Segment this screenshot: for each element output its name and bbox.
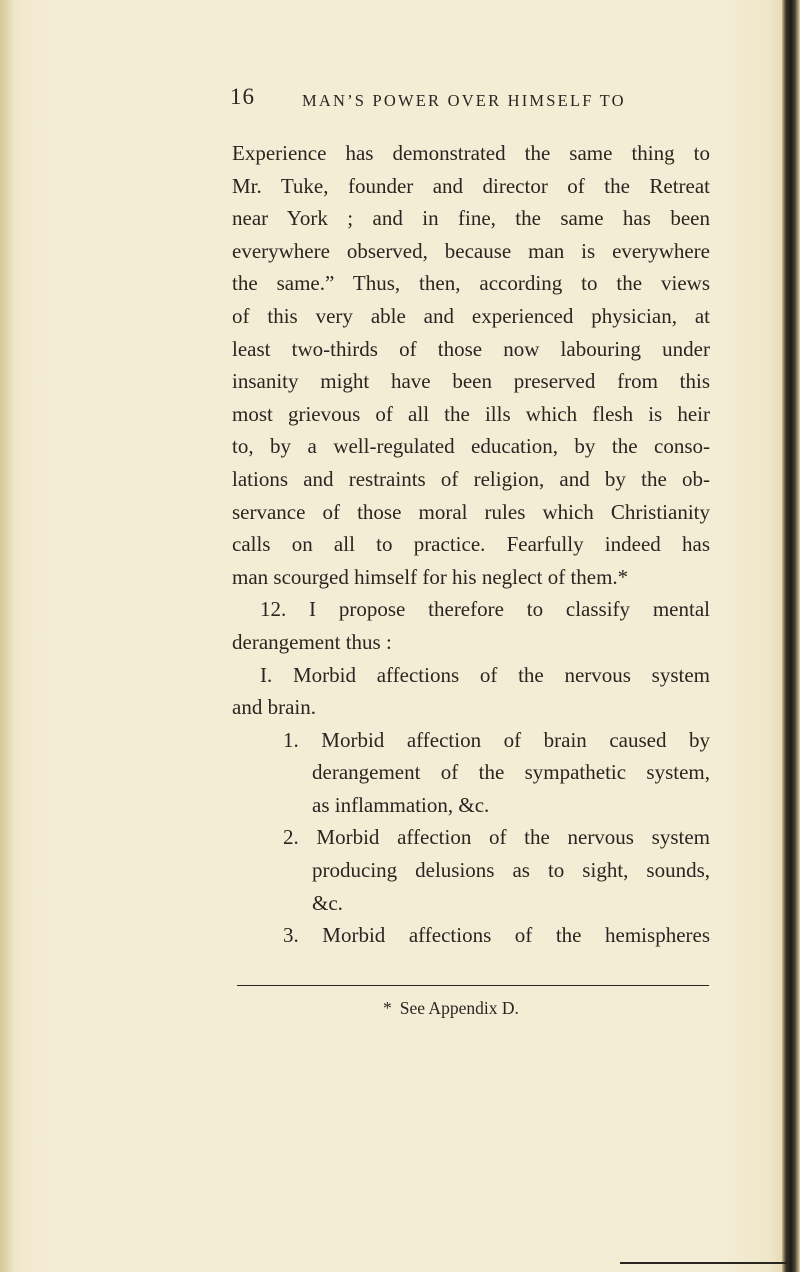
footnote-rule [237,985,709,986]
running-head: MAN’S POWER OVER HIMSELF TO [302,91,626,110]
text-line: lations and restraints of religion, and by the ob- [232,466,710,491]
section-heading-line: 12. I propose therefore to classify mental [260,597,710,622]
list-item: 1. Morbid affection of brain caused by [283,727,710,752]
page-header [230,84,650,114]
footnote [383,995,519,1021]
page-corner-rule [620,1262,788,1264]
text-line: calls on all to practice. Fearfully indeed has [232,532,710,557]
text-line: Experience has demonstrated the same thing to [232,141,710,165]
list-item-continuation: &c. [312,890,343,915]
list-item-continuation: derangement of the sympathetic system, [312,760,710,785]
text-line: least two-thirds of those now labouring under [232,336,710,361]
list-item: 3. Morbid affections of the hemispheres [283,923,710,948]
page-edge-binding [782,0,800,1272]
text-line: to, by a well-regulated education, by the conso- [232,434,710,459]
list-item-continuation: as inflammation, &c. [312,792,490,817]
page-number: 16 [230,84,255,109]
text-line: of this very able and experienced physician, at [232,303,710,328]
text-line: the same.” Thus, then, according to the views [232,271,710,296]
text-line: and brain. [232,695,316,720]
text-line: servance of those moral rules which Christianity [232,499,710,524]
text-line: everywhere observed, because man is everywhere [232,238,710,263]
text-line: derangement thus : [232,629,392,654]
text-line: near York ; and in fine, the same has been [232,206,710,231]
list-item-continuation: producing delusions as to sight, sounds, [312,858,710,883]
page-gutter-shadow [0,0,14,1272]
text-line: man scourged himself for his neglect of them.* [232,564,629,589]
text-line: Mr. Tuke, founder and director of the Retreat [232,173,710,198]
footnote-text: See Appendix D. [399,998,519,1018]
text-line: insanity might have been preserved from this [232,369,710,394]
text-line: most grievous of all the ills which flesh is heir [232,401,710,426]
body-text [232,137,710,952]
classification-heading: I. Morbid affections of the nervous system [260,662,710,687]
list-item: 2. Morbid affection of the nervous system [283,825,710,850]
footnote-marker: * [383,998,392,1018]
